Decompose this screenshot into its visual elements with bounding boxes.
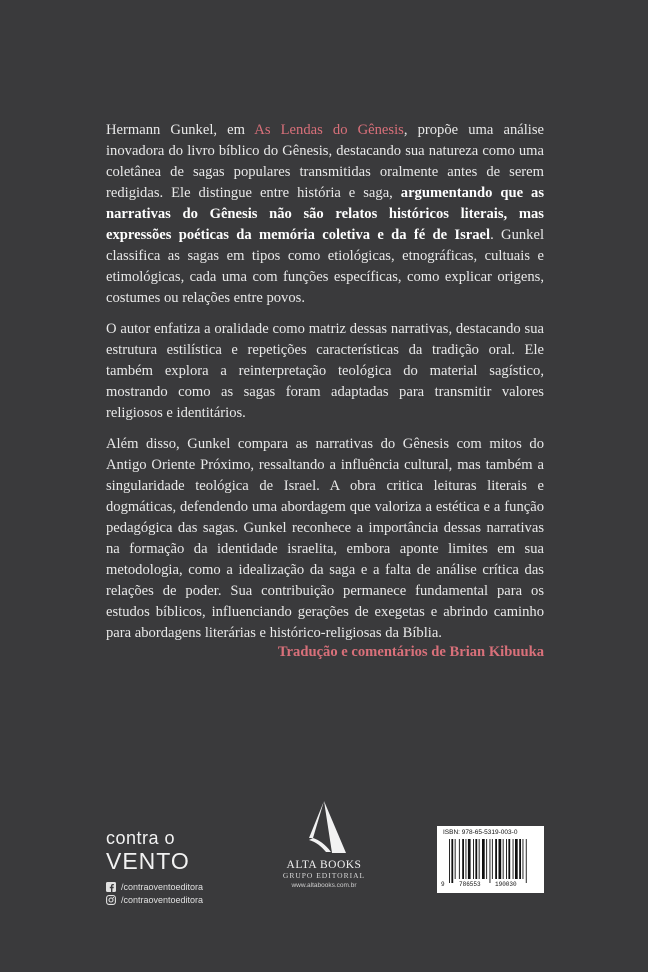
logo-line-2: VENTO [106, 848, 190, 874]
facebook-icon [106, 882, 116, 892]
p1-text: , propõe uma análise inovadora do livro bíblico do Gênesis, destacando sua natureza como uma coletânea de sagas populares transmitidas oralmente antes de serem redigidas. Ele distingue entre história e saga, [106, 122, 544, 201]
book-title: As Lendas do Gênesis [254, 122, 404, 138]
instagram-handle-row [106, 895, 266, 905]
synopsis-text [106, 120, 544, 654]
instagram-handle: /contraoventoeditora [121, 895, 204, 905]
alta-books-subtitle: GRUPO EDITORIAL [282, 871, 366, 880]
barcode-digit-group-2: 190030 [495, 881, 517, 888]
paragraph-2: O autor enfatiza a oralidade como matriz dessas narrativas, destacando sua estrutura estilística e repetições características da tradição oral. Ele também explora a reinterpretação teológica do material sagístico, mostrando como as sagas foram adaptadas para transmitir valores religiosos e identitários. [106, 321, 544, 421]
barcode-bars [437, 826, 544, 893]
alta-books-name: ALTA BOOKS [286, 859, 362, 871]
paragraph-1 [106, 120, 544, 309]
logo-line-1: contra o [106, 828, 176, 848]
barcode-digit-first: 9 [441, 881, 445, 888]
alta-books-url: www.altabooks.com.br [291, 882, 357, 889]
facebook-handle: /contraoventoeditora [121, 882, 204, 892]
isbn-barcode [437, 826, 544, 893]
instagram-icon [106, 895, 116, 905]
barcode-digit-group-1: 786553 [459, 881, 481, 888]
paragraph-3: Além disso, Gunkel compara as narrativas do Gênesis com mitos do Antigo Oriente Próximo, ressaltando a influência cultural, mas também a singularidade teológica de Israel. A obra critica leituras literais e dogmáticas, defendendo uma abordagem que valoriza a estética e a função pedagógica das sagas. Gunkel reconhece a importância dessas narrativas na formação da identidade israelita, embora aponte limites em sua metodologia, como a idealização da saga e a falta de análise crítica das relações de poder. Sua contribuição permanece fundamental para os estudos bíblicos, influenciando gerações de exegetas e abrindo caminho para abordagens literárias e histórico-religiosas da Bíblia. [106, 436, 544, 641]
p1-intro: Hermann Gunkel, em [106, 122, 255, 138]
isbn-number: ISBN: 978-65-5319-003-0 [443, 829, 518, 836]
facebook-handle-row [106, 882, 266, 892]
translation-credit: Tradução e comentários de Brian Kibuuka [277, 644, 544, 660]
alta-books-mountain-icon [301, 800, 347, 854]
p1-end: . Gunkel classifica as sagas em tipos como etiológicas, etnográficas, cultuais e etimológicas, cada uma com funções específicas, como explicar origens, costumes ou relações entre povos. [106, 227, 544, 306]
p1-bold-phrase: argumentando que as narrativas do Gênesis não são relatos históricos literais, mas expressões poéticas da memória coletiva e da fé de Israel [106, 185, 544, 243]
contra-o-vento-logo [106, 828, 266, 905]
alta-books-logo [270, 800, 378, 889]
